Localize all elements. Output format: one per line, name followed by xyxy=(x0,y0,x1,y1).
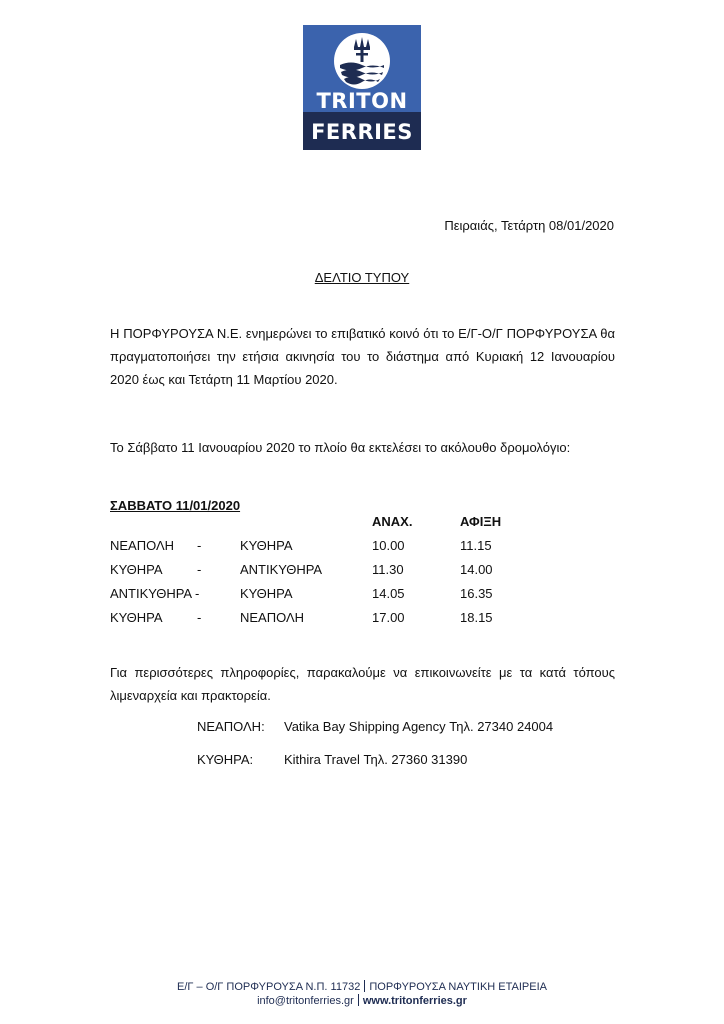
route-dash: - xyxy=(197,610,202,625)
route-dash: - xyxy=(197,538,202,553)
trident-wave-icon xyxy=(332,31,392,91)
route-from: ΑΝΤΙΚΥΘΗΡΑ - xyxy=(110,586,200,601)
departure-time: 11.30 xyxy=(372,562,404,577)
contact-label-kythira: ΚΥΘΗΡΑ: xyxy=(197,752,254,767)
departure-time: 17.00 xyxy=(372,610,405,625)
schedule-title: ΣΑΒΒΑΤΟ 11/01/2020 xyxy=(110,498,241,513)
footer-vessel-info: Ε/Γ – Ο/Γ ΠΟΡΦΥΡΟΥΣΑ Ν.Π. 11732 xyxy=(177,981,361,993)
date-line: Πειραιάς, Τετάρτη 08/01/2020 xyxy=(444,218,614,233)
schedule-row xyxy=(0,562,724,586)
departure-column-header: ΑΝΑΧ. xyxy=(372,514,413,529)
arrival-time: 14.00 xyxy=(460,562,493,577)
footer-separator xyxy=(358,994,359,1006)
footer-website-link[interactable]: www.tritonferries.gr xyxy=(362,995,467,1007)
route-dash: - xyxy=(197,562,202,577)
route-from: ΚΥΘΗΡΑ xyxy=(110,610,163,625)
schedule-row xyxy=(0,586,724,610)
schedule-intro-paragraph: Το Σάββατο 11 Ιανουαρίου 2020 το πλοίο θα εκτελέσει το ακόλουθο δρομολόγιο: xyxy=(110,440,571,455)
schedule-row xyxy=(0,610,724,634)
arrival-column-header: ΑΦΙΞΗ xyxy=(460,514,502,529)
route-to: ΑΝΤΙΚΥΘΗΡΑ xyxy=(240,562,323,577)
announcement-paragraph: Η ΠΟΡΦΥΡΟΥΣΑ Ν.Ε. ενημερώνει το επιβατικό κοινό ότι το Ε/Γ-Ο/Γ ΠΟΡΦΥΡΟΥΣΑ θα πραγματοποιήσει την ετήσια ακινησία του το διάστημα από Κυριακή 12 Ιανουαρίου 2020 έως και Τετάρτη 11 Μαρτίου 2020. xyxy=(110,326,615,387)
info-paragraph: Για περισσότερες πληροφορίες, παρακαλούμε να επικοινωνείτε με τα κατά τόπους λιμεναρχεία και πρακτορεία. xyxy=(110,665,615,703)
logo-word-triton: TRITON xyxy=(316,89,408,113)
route-to: ΚΥΘΗΡΑ xyxy=(240,586,293,601)
contact-label-neapoli: ΝΕΑΠΟΛΗ: xyxy=(197,719,265,734)
footer-email-link[interactable]: info@tritonferries.gr xyxy=(257,995,354,1007)
arrival-time: 11.15 xyxy=(460,538,492,553)
route-to: ΝΕΑΠΟΛΗ xyxy=(240,610,305,625)
route-to: ΚΥΘΗΡΑ xyxy=(240,538,293,553)
departure-time: 10.00 xyxy=(372,538,405,553)
departure-time: 14.05 xyxy=(372,586,405,601)
schedule-row xyxy=(0,538,724,562)
arrival-time: 18.15 xyxy=(460,610,493,625)
footer-company-name: ΠΟΡΦΥΡΟΥΣΑ ΝΑΥΤΙΚΗ ΕΤΑΙΡΕΙΑ xyxy=(369,981,547,993)
route-from: ΚΥΘΗΡΑ xyxy=(110,562,163,577)
route-from: ΝΕΑΠΟΛΗ xyxy=(110,538,175,553)
logo-word-ferries: FERRIES xyxy=(311,120,413,144)
contact-text-neapoli: Vatika Bay Shipping Agency Τηλ. 27340 24004 xyxy=(284,719,554,734)
press-release-title: ΔΕΛΤΙΟ ΤΥΠΟΥ xyxy=(314,270,410,285)
footer-separator xyxy=(364,980,365,992)
contact-text-kythira: Kithira Travel Τηλ. 27360 31390 xyxy=(284,752,468,767)
triton-ferries-logo xyxy=(303,25,421,150)
arrival-time: 16.35 xyxy=(460,586,493,601)
